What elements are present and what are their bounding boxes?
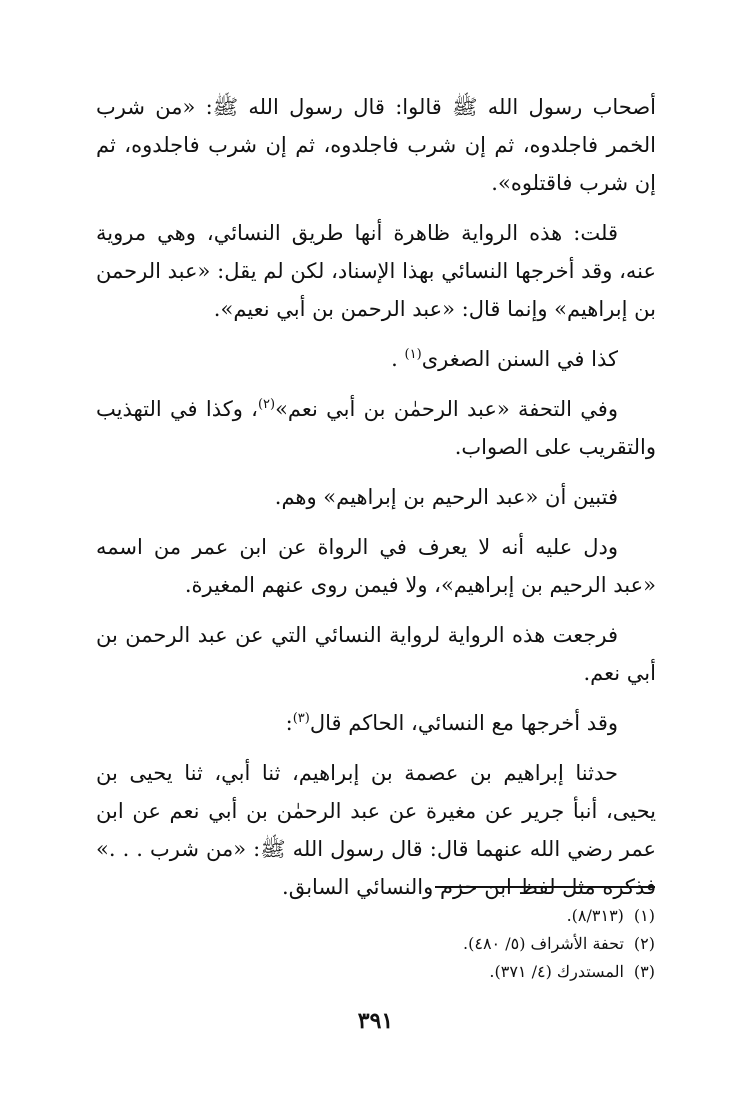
paragraph-4-text-a: وفي التحفة «عبد الرحمٰن بن أبي نعم» <box>275 397 618 421</box>
footnote-ref-1: (١) <box>404 347 422 362</box>
paragraph-7: فرجعت هذه الرواية لرواية النسائي التي عن عبد الرحمن بن أبي نعم. <box>96 623 656 685</box>
footnote-3-text: المستدرك (٤/ ٣٧١). <box>489 962 624 981</box>
footnote-1 <box>300 902 655 930</box>
paragraph-4-text-b: ، وكذا في التهذيب والتقريب على الصواب. <box>96 397 656 459</box>
paragraph-8-text-a: وقد أخرجها مع النسائي، الحاكم قال <box>309 711 618 735</box>
paragraph-6: ودل عليه أنه لا يعرف في الرواة عن ابن عمر من اسمه «عبد الرحيم بن إبراهيم»، ولا فيمن روى عنهم المغيرة. <box>96 535 656 597</box>
footnote-2 <box>300 930 655 958</box>
paragraph-2: قلت: هذه الرواية ظاهرة أنها طريق النسائي، وهي مروية عنه، وقد أخرجها النسائي بهذا الإسناد، لكن لم يقل: «عبد الرحمن بن إبراهيم» وإنما قال: «عبد الرحمن بن أبي نعيم». <box>96 221 656 321</box>
paragraph-3 <box>96 340 656 378</box>
paragraph-3-text: كذا في السنن الصغرى <box>421 347 618 371</box>
footnote-1-text: (٨/٣١٣). <box>566 906 624 925</box>
footnote-1-number: (١) <box>633 906 655 925</box>
main-text <box>96 88 656 918</box>
footnote-ref-2: (٢) <box>257 397 276 412</box>
paragraph-5: فتبين أن «عبد الرحيم بن إبراهيم» وهم. <box>274 485 618 509</box>
page-number: ٣٩١ <box>357 1008 394 1034</box>
paragraph-9: حدثنا إبراهيم بن عصمة بن إبراهيم، ثنا أبي، ثنا يحيى بن يحيى، أنبأ جرير عن مغيرة عن عبد الرحمٰن بن أبي نعم عن ابن عمر رضي الله عنهما قال: قال رسول الله ﷺ: «من شرب . . .» فذكره مثل لفظ ابن حزم والنسائي السابق. <box>96 761 656 899</box>
footnote-2-number: (٢) <box>633 934 655 953</box>
footnote-3 <box>300 958 655 986</box>
footnote-ref-3: (٣) <box>292 711 310 726</box>
paragraph-1: أصحاب رسول الله ﷺ قالوا: قال رسول الله ﷺ: «من شرب الخمر فاجلدوه، ثم إن شرب فاجلدوه، ثم إن شرب فاجلدوه، ثم إن شرب فاقتلوه». <box>96 95 656 195</box>
paragraph-8-text-b: : <box>285 711 293 735</box>
paragraph-3-end: . <box>391 347 398 371</box>
footnote-separator <box>435 886 655 888</box>
footnotes <box>300 902 655 986</box>
footnote-2-text: تحفة الأشراف (٥/ ٤٨٠). <box>463 934 624 953</box>
paragraph-4 <box>96 390 656 466</box>
paragraph-8 <box>96 704 656 742</box>
footnote-3-number: (٣) <box>633 962 655 981</box>
